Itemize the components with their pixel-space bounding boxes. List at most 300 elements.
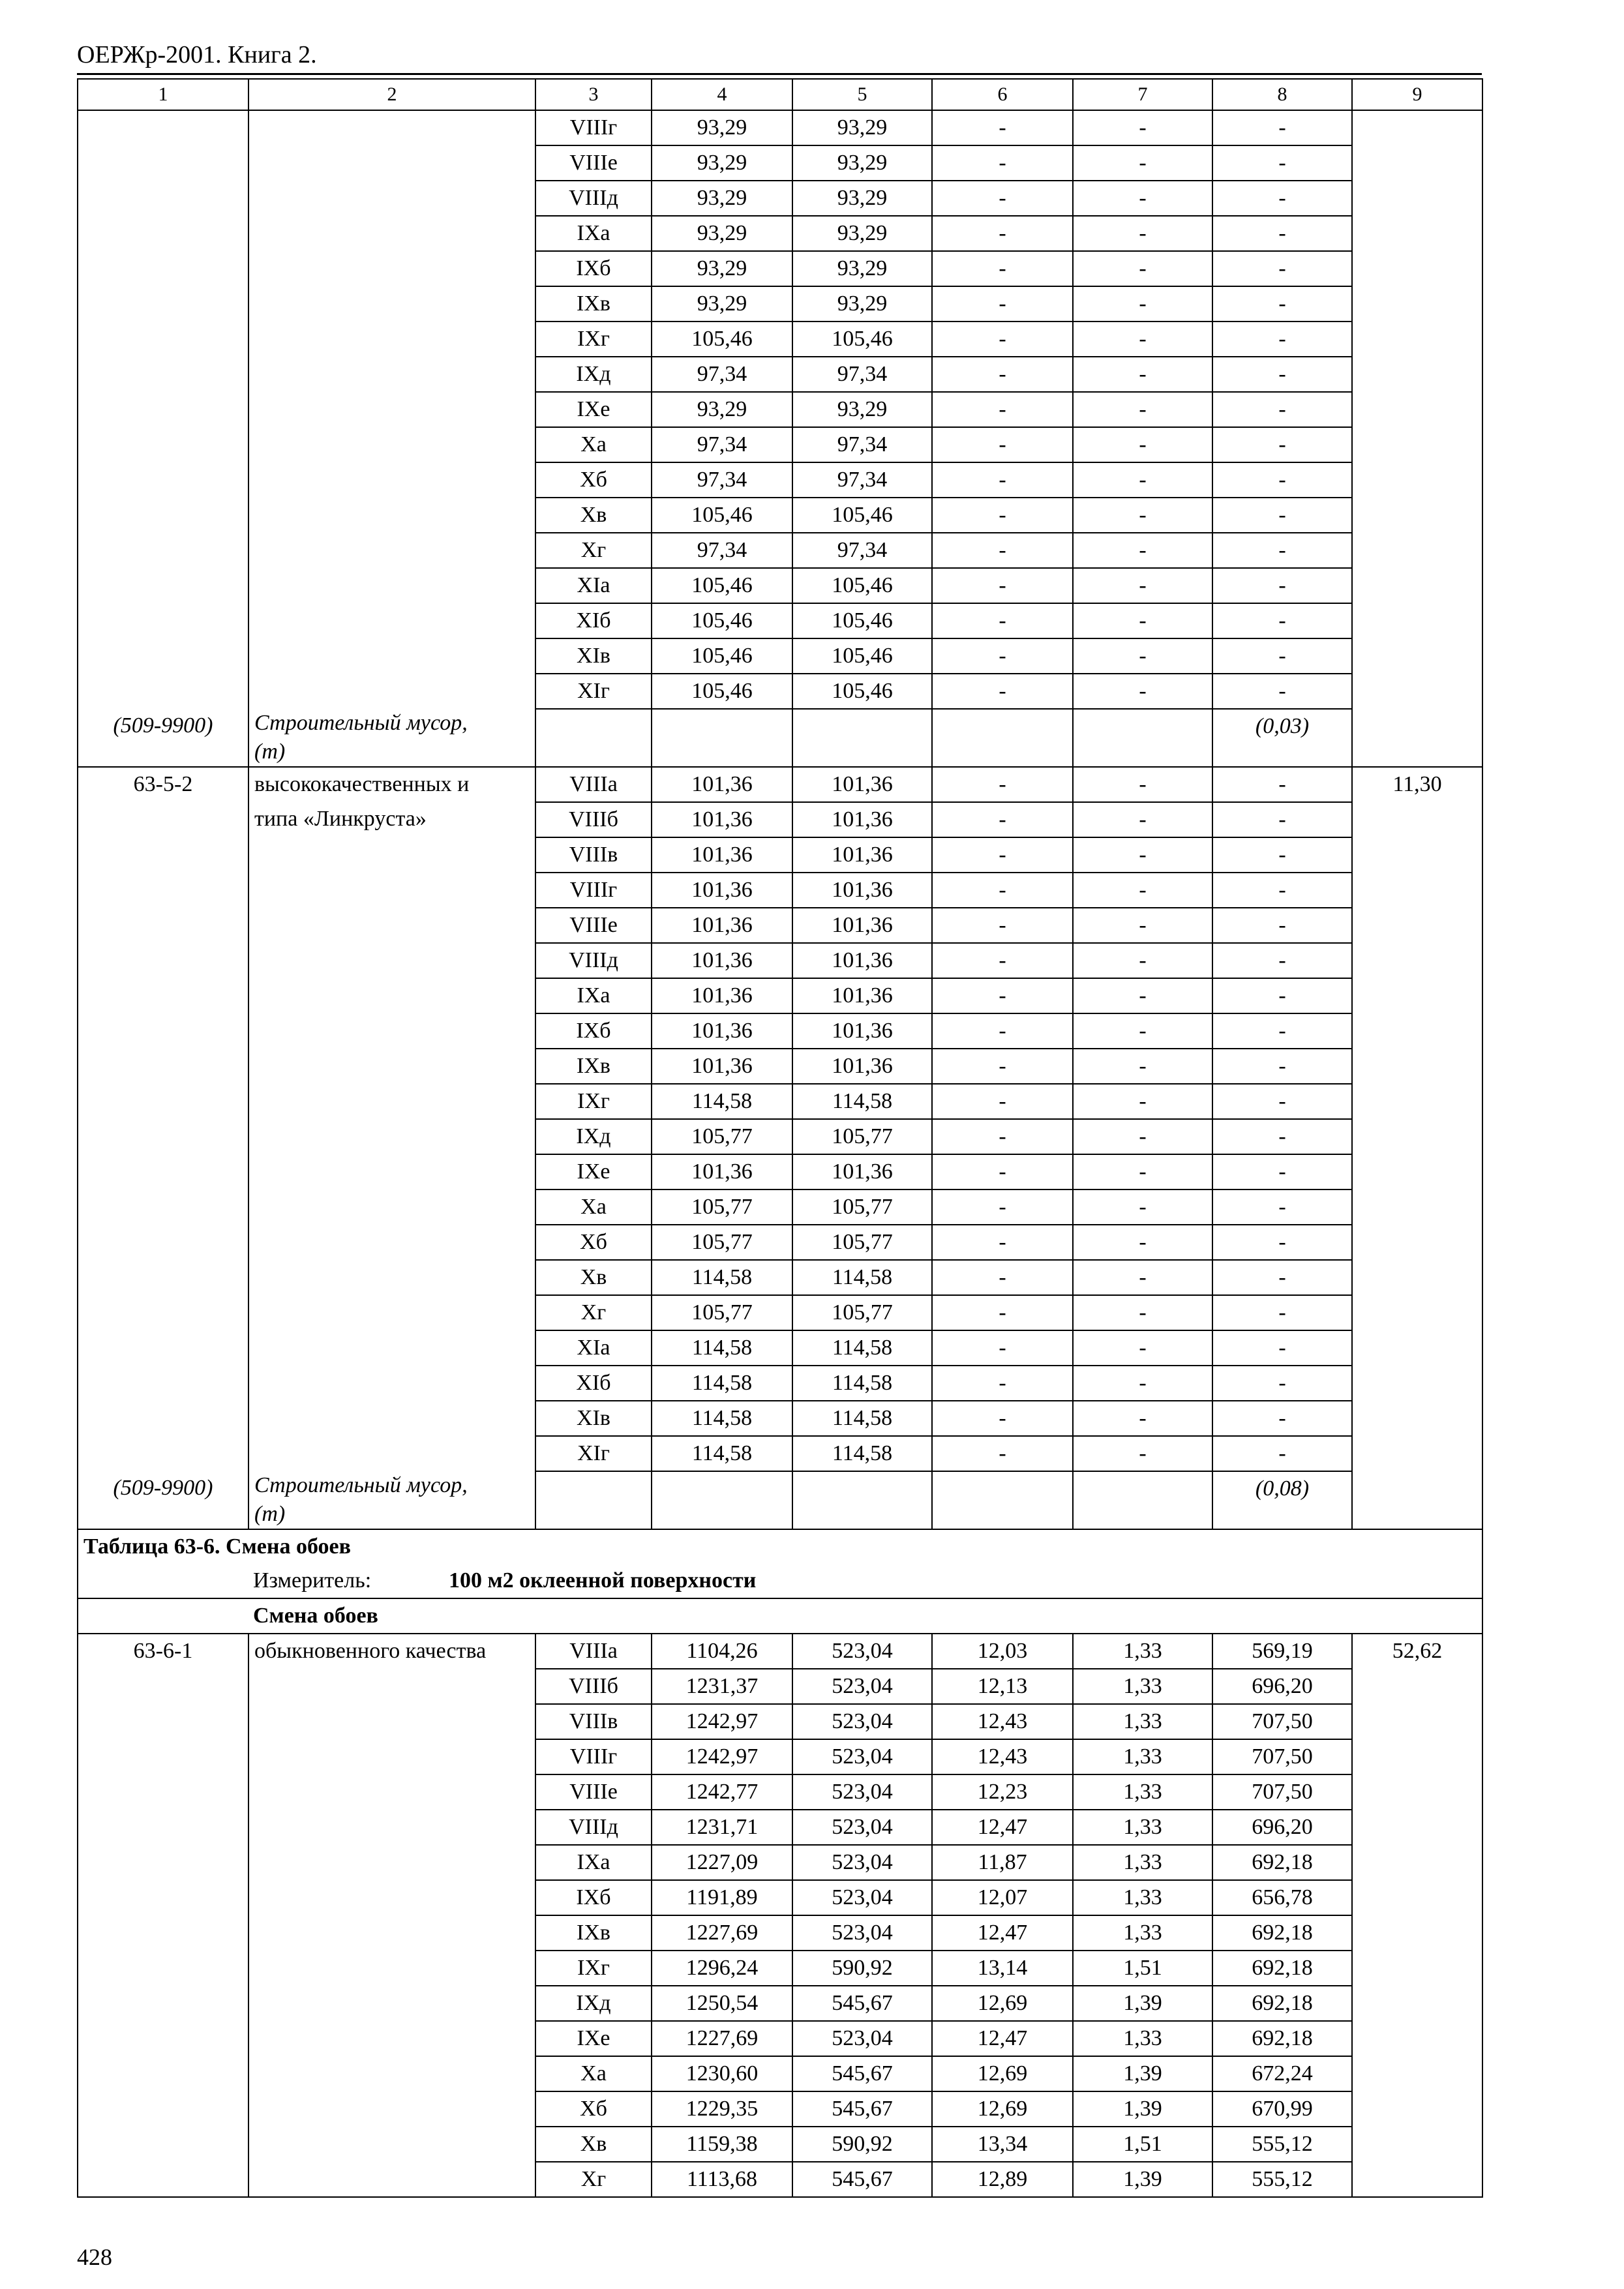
value-cell: - — [932, 568, 1073, 603]
page-header: ОЕРЖр-2001. Книга 2. — [77, 41, 317, 68]
value-cell: 105,77 — [792, 1295, 932, 1330]
col9-cell — [1352, 1260, 1482, 1295]
region-cell: VIIIг — [535, 873, 652, 908]
code-cell — [78, 568, 248, 603]
value-cell: 523,04 — [792, 1774, 932, 1810]
name-cell — [248, 1330, 535, 1366]
value-cell: 1227,09 — [652, 1845, 792, 1880]
value-cell: - — [1212, 767, 1352, 802]
region-cell: IXе — [535, 1154, 652, 1189]
table-row — [78, 943, 1482, 978]
debris-name — [248, 709, 535, 767]
value-cell: - — [1212, 322, 1352, 357]
code-cell — [78, 1049, 248, 1084]
value-cell: 105,77 — [792, 1225, 932, 1260]
name-cell — [248, 674, 535, 709]
value-cell: 114,58 — [792, 1084, 932, 1119]
value-cell: 672,24 — [1212, 2056, 1352, 2091]
value-cell: 105,46 — [652, 498, 792, 533]
table-row — [78, 1154, 1482, 1189]
region-cell: IXб — [535, 251, 652, 286]
value-cell: - — [932, 110, 1073, 145]
value-cell: 114,58 — [652, 1436, 792, 1471]
code-cell — [78, 427, 248, 462]
code-cell — [78, 837, 248, 873]
value-cell: - — [1073, 322, 1212, 357]
rates-table — [77, 78, 1483, 2198]
section-title: Таблица 63-6. Смена обоев — [78, 1529, 1482, 1564]
code-cell — [78, 2021, 248, 2056]
table-row — [78, 1704, 1482, 1739]
region-cell: Xб — [535, 1225, 652, 1260]
code-cell — [78, 674, 248, 709]
value-cell: - — [932, 1295, 1073, 1330]
value-cell: 105,46 — [652, 568, 792, 603]
value-cell: - — [932, 1225, 1073, 1260]
code-cell — [78, 1295, 248, 1330]
value-cell: 1,33 — [1073, 2021, 1212, 2056]
value-cell: 93,29 — [792, 286, 932, 322]
col9-cell — [1352, 1049, 1482, 1084]
name-cell — [248, 2056, 535, 2091]
name-cell — [248, 908, 535, 943]
value-cell: 114,58 — [792, 1330, 932, 1366]
value-cell: 105,46 — [792, 498, 932, 533]
value-cell: 105,46 — [652, 322, 792, 357]
region-cell: IXа — [535, 978, 652, 1013]
code-cell — [78, 1013, 248, 1049]
region-cell: VIIIа — [535, 1634, 652, 1669]
value-cell: 12,03 — [932, 1634, 1073, 1669]
value-cell: 523,04 — [792, 1704, 932, 1739]
col9-cell — [1352, 2056, 1482, 2091]
value-cell: 13,14 — [932, 1951, 1073, 1986]
value-cell: 105,46 — [792, 674, 932, 709]
value-cell: 93,29 — [652, 392, 792, 427]
value-cell: - — [1212, 462, 1352, 498]
value-cell: - — [1212, 978, 1352, 1013]
value-cell: 1,33 — [1073, 1880, 1212, 1915]
code-cell — [78, 908, 248, 943]
value-cell: - — [1212, 1013, 1352, 1049]
value-cell: 696,20 — [1212, 1669, 1352, 1704]
value-cell: 692,18 — [1212, 1951, 1352, 1986]
value-cell: 97,34 — [652, 427, 792, 462]
value-cell: 1230,60 — [652, 2056, 792, 2091]
value-cell: - — [1212, 802, 1352, 837]
col9-cell — [1352, 322, 1482, 357]
table-row — [78, 1013, 1482, 1049]
column-number: 1 — [78, 79, 248, 110]
column-number: 8 — [1212, 79, 1352, 110]
name-cell — [248, 1295, 535, 1330]
table-row — [78, 357, 1482, 392]
name-cell — [248, 392, 535, 427]
value-cell: - — [932, 873, 1073, 908]
value-cell: - — [1212, 1366, 1352, 1401]
value-cell: 114,58 — [792, 1366, 932, 1401]
value-cell: - — [1073, 498, 1212, 533]
column-number: 3 — [535, 79, 652, 110]
meter-value: 100 м2 оклеенной поверхности — [449, 1568, 757, 1593]
debris-name — [248, 1471, 535, 1529]
region-cell: VIIIб — [535, 1669, 652, 1704]
region-cell: Xб — [535, 462, 652, 498]
col9-cell — [1352, 1880, 1482, 1915]
value-cell: - — [1212, 357, 1352, 392]
value-cell: 101,36 — [652, 1049, 792, 1084]
value-cell: 105,77 — [652, 1189, 792, 1225]
code-cell — [78, 1401, 248, 1436]
debris-name-line1: Строительный мусор, — [254, 711, 468, 735]
value-cell: 545,67 — [792, 2056, 932, 2091]
region-cell: Xа — [535, 2056, 652, 2091]
value-cell: 12,69 — [932, 2091, 1073, 2127]
value-cell: 12,07 — [932, 1880, 1073, 1915]
col9-cell — [1352, 1669, 1482, 1704]
table-row — [78, 110, 1482, 145]
table-row — [78, 1330, 1482, 1366]
debris-name-line1: Строительный мусор, — [254, 1473, 468, 1497]
column-number: 5 — [792, 79, 932, 110]
name-cell — [248, 251, 535, 286]
col9-cell — [1352, 1084, 1482, 1119]
value-cell: 523,04 — [792, 1739, 932, 1774]
name-cell — [248, 1084, 535, 1119]
col9-cell — [1352, 462, 1482, 498]
table-row — [78, 427, 1482, 462]
table-row — [78, 568, 1482, 603]
name-cell — [248, 1225, 535, 1260]
debris-value: (0,03) — [1212, 709, 1352, 767]
value-cell: - — [932, 837, 1073, 873]
value-cell: 1,39 — [1073, 2162, 1212, 2197]
region-cell: XIб — [535, 1366, 652, 1401]
value-cell: - — [1212, 1260, 1352, 1295]
region-cell: VIIIг — [535, 110, 652, 145]
value-cell: 1113,68 — [652, 2162, 792, 2197]
table-row — [78, 908, 1482, 943]
value-cell: 101,36 — [792, 943, 932, 978]
col9-cell — [1352, 1436, 1482, 1471]
region-cell: IXв — [535, 1049, 652, 1084]
col9-cell — [1352, 568, 1482, 603]
col9-cell — [1352, 110, 1482, 145]
code-cell — [78, 1330, 248, 1366]
meter-cell — [78, 1564, 1482, 1598]
value-cell: - — [1212, 568, 1352, 603]
col9-cell — [1352, 2127, 1482, 2162]
value-cell: 101,36 — [792, 1154, 932, 1189]
code-cell — [78, 1845, 248, 1880]
col9-cell — [1352, 251, 1482, 286]
value-cell: - — [932, 251, 1073, 286]
meter-row — [78, 1564, 1482, 1598]
name-cell — [248, 286, 535, 322]
code-cell — [78, 1225, 248, 1260]
value-cell: - — [1073, 674, 1212, 709]
value-cell: - — [932, 498, 1073, 533]
region-cell: Xг — [535, 2162, 652, 2197]
region-cell: Xв — [535, 498, 652, 533]
code-cell — [78, 2162, 248, 2197]
value-cell: 105,46 — [792, 322, 932, 357]
code-cell: 63-6-1 — [78, 1634, 248, 1669]
value-cell: - — [1212, 1119, 1352, 1154]
table-row — [78, 1774, 1482, 1810]
col9-cell — [1352, 216, 1482, 251]
value-cell: - — [1073, 427, 1212, 462]
value-cell: 523,04 — [792, 1634, 932, 1669]
table-row — [78, 1739, 1482, 1774]
table-row — [78, 1986, 1482, 2021]
empty-cell — [1073, 1471, 1212, 1529]
name-cell — [248, 943, 535, 978]
col9-cell — [1352, 943, 1482, 978]
empty-cell — [932, 1471, 1073, 1529]
value-cell: - — [932, 216, 1073, 251]
region-cell: VIIIд — [535, 1810, 652, 1845]
table-row — [78, 1436, 1482, 1471]
value-cell: 105,77 — [652, 1119, 792, 1154]
value-cell: - — [1212, 603, 1352, 638]
value-cell: - — [932, 1401, 1073, 1436]
table-row — [78, 286, 1482, 322]
code-cell — [78, 1880, 248, 1915]
value-cell: 692,18 — [1212, 1915, 1352, 1951]
table-row — [78, 1189, 1482, 1225]
value-cell: 590,92 — [792, 1951, 932, 1986]
value-cell: - — [1073, 1436, 1212, 1471]
section-title-row — [78, 1529, 1482, 1564]
col9-cell — [1352, 674, 1482, 709]
region-cell: IXд — [535, 357, 652, 392]
value-cell: 101,36 — [792, 767, 932, 802]
region-cell: IXг — [535, 1084, 652, 1119]
value-cell: 13,34 — [932, 2127, 1073, 2162]
value-cell: 12,69 — [932, 1986, 1073, 2021]
table-row — [78, 1119, 1482, 1154]
table-row — [78, 1260, 1482, 1295]
value-cell: 105,46 — [652, 638, 792, 674]
value-cell: 1,51 — [1073, 1951, 1212, 1986]
value-cell: 101,36 — [792, 1049, 932, 1084]
value-cell: - — [1073, 568, 1212, 603]
value-cell: 101,36 — [792, 802, 932, 837]
region-cell: VIIIг — [535, 1739, 652, 1774]
value-cell: 114,58 — [652, 1260, 792, 1295]
col9-cell — [1352, 1704, 1482, 1739]
table-row — [78, 802, 1482, 837]
value-cell: - — [1073, 357, 1212, 392]
value-cell: - — [932, 1049, 1073, 1084]
value-cell: 12,89 — [932, 2162, 1073, 2197]
value-cell: 692,18 — [1212, 2021, 1352, 2056]
value-cell: - — [932, 145, 1073, 181]
value-cell: - — [1073, 638, 1212, 674]
name-cell — [248, 2021, 535, 2056]
value-cell: 670,99 — [1212, 2091, 1352, 2127]
value-cell: 555,12 — [1212, 2127, 1352, 2162]
table-row — [78, 978, 1482, 1013]
col9-cell — [1352, 603, 1482, 638]
empty-cell — [535, 1471, 652, 1529]
value-cell: 1,33 — [1073, 1704, 1212, 1739]
code-cell — [78, 110, 248, 145]
col9-cell — [1352, 2091, 1482, 2127]
name-cell — [248, 837, 535, 873]
value-cell: - — [932, 1154, 1073, 1189]
value-cell: - — [1212, 110, 1352, 145]
value-cell: - — [1212, 498, 1352, 533]
value-cell: 105,77 — [792, 1119, 932, 1154]
table-row — [78, 1880, 1482, 1915]
value-cell: - — [1212, 1330, 1352, 1366]
value-cell: 1250,54 — [652, 1986, 792, 2021]
value-cell: 12,43 — [932, 1704, 1073, 1739]
empty-cell — [535, 709, 652, 767]
name-cell — [248, 110, 535, 145]
name-cell — [248, 638, 535, 674]
value-cell: 93,29 — [652, 286, 792, 322]
table-row — [78, 1845, 1482, 1880]
code-cell — [78, 322, 248, 357]
name-cell — [248, 1951, 535, 1986]
col9-cell — [1352, 1951, 1482, 1986]
value-cell: - — [932, 181, 1073, 216]
col9-cell — [1352, 1154, 1482, 1189]
value-cell: - — [1073, 767, 1212, 802]
value-cell: 101,36 — [792, 908, 932, 943]
value-cell: - — [1212, 392, 1352, 427]
column-number-row — [78, 79, 1482, 110]
value-cell: - — [1073, 145, 1212, 181]
region-cell: Xа — [535, 1189, 652, 1225]
col9-cell — [1352, 1986, 1482, 2021]
value-cell: - — [932, 1436, 1073, 1471]
col9-cell — [1352, 392, 1482, 427]
name-cell — [248, 873, 535, 908]
value-cell: 1242,97 — [652, 1739, 792, 1774]
value-cell: 93,29 — [792, 145, 932, 181]
code-cell — [78, 978, 248, 1013]
value-cell: 12,23 — [932, 1774, 1073, 1810]
value-cell: - — [932, 1189, 1073, 1225]
debris-row — [78, 1471, 1482, 1529]
value-cell: - — [1212, 286, 1352, 322]
table-row — [78, 2162, 1482, 2197]
value-cell: - — [1073, 1084, 1212, 1119]
name-cell: высококачественных и — [248, 767, 535, 802]
code-cell — [78, 1154, 248, 1189]
table-row — [78, 498, 1482, 533]
name-cell — [248, 1049, 535, 1084]
value-cell: 1231,71 — [652, 1810, 792, 1845]
name-cell — [248, 1669, 535, 1704]
code-cell — [78, 286, 248, 322]
column-number: 7 — [1073, 79, 1212, 110]
value-cell: 707,50 — [1212, 1739, 1352, 1774]
value-cell: - — [1212, 1401, 1352, 1436]
value-cell: - — [932, 286, 1073, 322]
value-cell: 1229,35 — [652, 2091, 792, 2127]
value-cell: 105,77 — [652, 1295, 792, 1330]
table-row — [78, 392, 1482, 427]
col9-cell — [1352, 427, 1482, 462]
value-cell: - — [1073, 1189, 1212, 1225]
debris-name-line2: (т) — [254, 740, 286, 764]
table-row — [78, 145, 1482, 181]
value-cell: 707,50 — [1212, 1704, 1352, 1739]
value-cell: - — [932, 357, 1073, 392]
value-cell: 93,29 — [792, 181, 932, 216]
value-cell: - — [932, 1366, 1073, 1401]
col9-cell: 11,30 — [1352, 767, 1482, 802]
code-cell — [78, 357, 248, 392]
col9-cell — [1352, 802, 1482, 837]
col9-cell — [1352, 978, 1482, 1013]
value-cell: - — [1212, 1049, 1352, 1084]
code-cell — [78, 1915, 248, 1951]
region-cell: Xг — [535, 533, 652, 568]
value-cell: - — [932, 603, 1073, 638]
column-number: 4 — [652, 79, 792, 110]
code-cell — [78, 1739, 248, 1774]
col9-cell — [1352, 1401, 1482, 1436]
value-cell: 696,20 — [1212, 1810, 1352, 1845]
value-cell: 692,18 — [1212, 1845, 1352, 1880]
value-cell: 1242,97 — [652, 1704, 792, 1739]
region-cell: Xв — [535, 1260, 652, 1295]
value-cell: 1191,89 — [652, 1880, 792, 1915]
column-number: 6 — [932, 79, 1073, 110]
value-cell: 114,58 — [652, 1330, 792, 1366]
value-cell: 555,12 — [1212, 2162, 1352, 2197]
col9-cell — [1352, 498, 1482, 533]
value-cell: - — [932, 802, 1073, 837]
value-cell: - — [1073, 1225, 1212, 1260]
table-row — [78, 2021, 1482, 2056]
value-cell: 1,33 — [1073, 1845, 1212, 1880]
region-cell: XIв — [535, 638, 652, 674]
value-cell: 523,04 — [792, 2021, 932, 2056]
region-cell: IXа — [535, 1845, 652, 1880]
value-cell: 93,29 — [792, 110, 932, 145]
value-cell: 692,18 — [1212, 1986, 1352, 2021]
table-row — [78, 1915, 1482, 1951]
value-cell: - — [932, 767, 1073, 802]
table-row — [78, 2127, 1482, 2162]
value-cell: - — [932, 943, 1073, 978]
empty-cell — [932, 709, 1073, 767]
subsection-row — [78, 1598, 1482, 1634]
empty-cell — [792, 709, 932, 767]
col9-cell — [1352, 1845, 1482, 1880]
debris-code: (509-9900) — [78, 1471, 248, 1529]
value-cell: - — [1212, 1225, 1352, 1260]
value-cell: - — [1073, 286, 1212, 322]
name-cell — [248, 1739, 535, 1774]
region-cell: IXд — [535, 1986, 652, 2021]
value-cell: 1,51 — [1073, 2127, 1212, 2162]
col9-cell — [1352, 286, 1482, 322]
value-cell: - — [932, 533, 1073, 568]
code-cell — [78, 1260, 248, 1295]
value-cell: - — [1073, 802, 1212, 837]
region-cell: Xа — [535, 427, 652, 462]
page-number: 428 — [77, 2244, 112, 2270]
value-cell: 101,36 — [652, 802, 792, 837]
